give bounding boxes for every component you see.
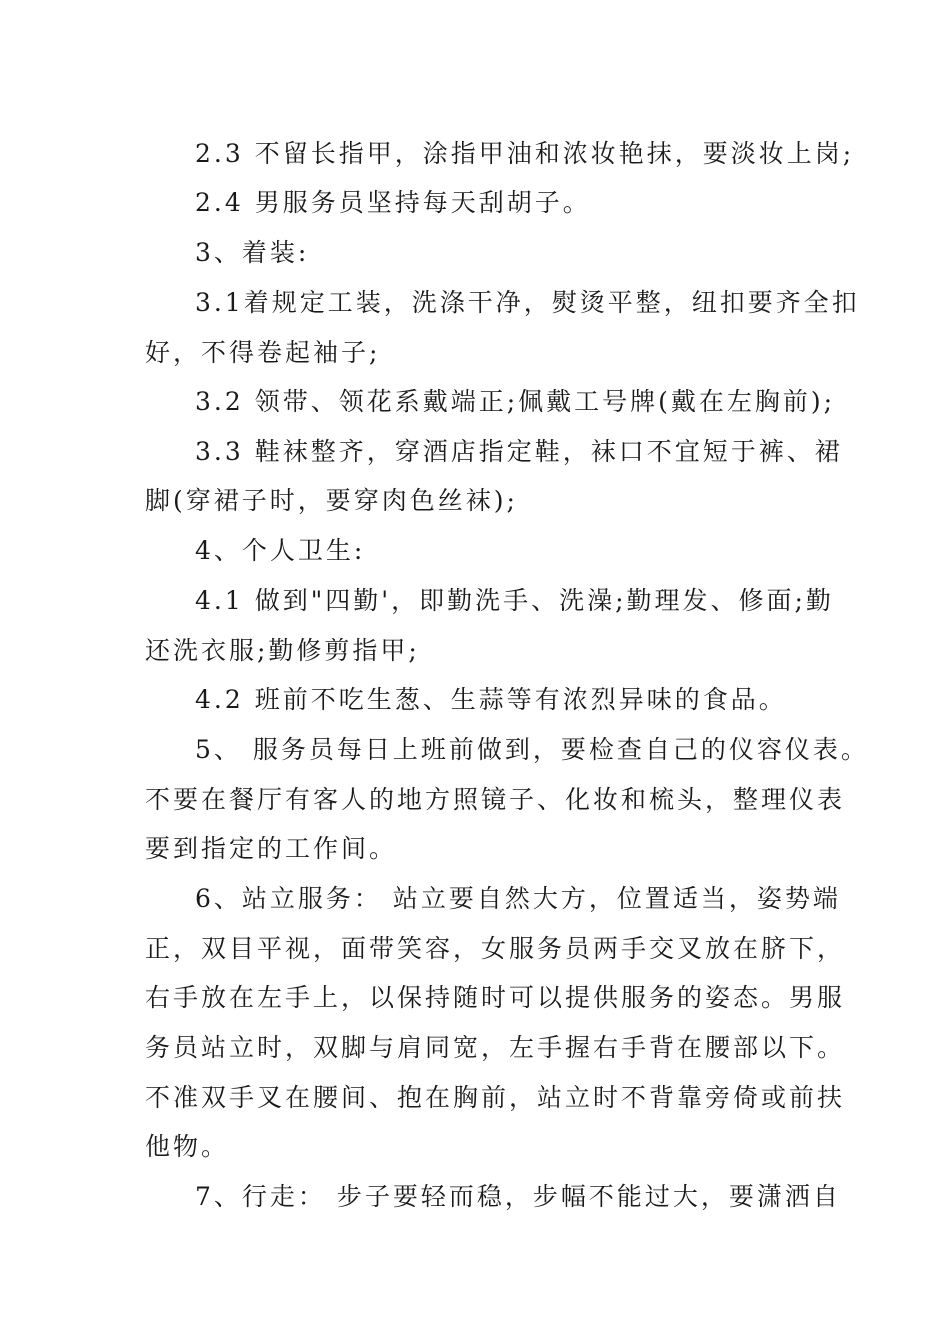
- text-line: 务员站立时，双脚与肩同宽，左手握右手背在腰部以下。: [145, 1033, 846, 1062]
- text-line: 不准双手叉在腰间、抱在胸前，站立时不背靠旁倚或前扶: [145, 1083, 846, 1112]
- text-line: 6、站立服务： 站立要自然大方，位置适当，姿势端: [195, 884, 841, 913]
- text-line: 脚(穿裙子时，要穿肉色丝袜);: [145, 486, 518, 515]
- text-line: 2.4 男服务员坚持每天刮胡子。: [195, 188, 591, 217]
- text-line: 正，双目平视，面带笑容，女服务员两手交叉放在脐下，: [145, 934, 846, 963]
- text-line: 5、 服务员每日上班前做到，要检查自己的仪容仪表。: [195, 735, 869, 764]
- text-line: 3.2 领带、领花系戴端正;佩戴工号牌(戴在左胸前);: [195, 387, 836, 416]
- text-line: 3.3 鞋袜整齐，穿酒店指定鞋，袜口不宜短于裤、裙: [195, 437, 843, 466]
- text-line: 2.3 不留长指甲，涂指甲油和浓妆艳抹，要淡妆上岗;: [195, 139, 855, 168]
- text-line: 7、行走： 步子要轻而稳，步幅不能过大，要潇洒自: [195, 1182, 841, 1211]
- text-line: 4、个人卫生:: [195, 536, 366, 565]
- text-line: 还洗衣服;勤修剪指甲;: [145, 636, 420, 665]
- text-line: 他物。: [145, 1132, 230, 1161]
- text-line: 4.2 班前不吃生葱、生蒜等有浓烈异味的食品。: [195, 685, 787, 714]
- text-line: 4.1 做到"四勤'，即勤洗手、洗澡;勤理发、修面;勤: [195, 586, 834, 615]
- text-line: 3.1着规定工装，洗涤干净，熨烫平整，纽扣要齐全扣: [195, 288, 860, 317]
- text-line: 要到指定的工作间。: [145, 834, 398, 863]
- text-line: 右手放在左手上，以保持随时可以提供服务的姿态。男服: [145, 983, 846, 1012]
- text-line: 好，不得卷起袖子;: [145, 338, 381, 367]
- text-line: 不要在餐厅有客人的地方照镜子、化妆和梳头，整理仪表: [145, 785, 846, 814]
- text-line: 3、着装:: [195, 238, 310, 267]
